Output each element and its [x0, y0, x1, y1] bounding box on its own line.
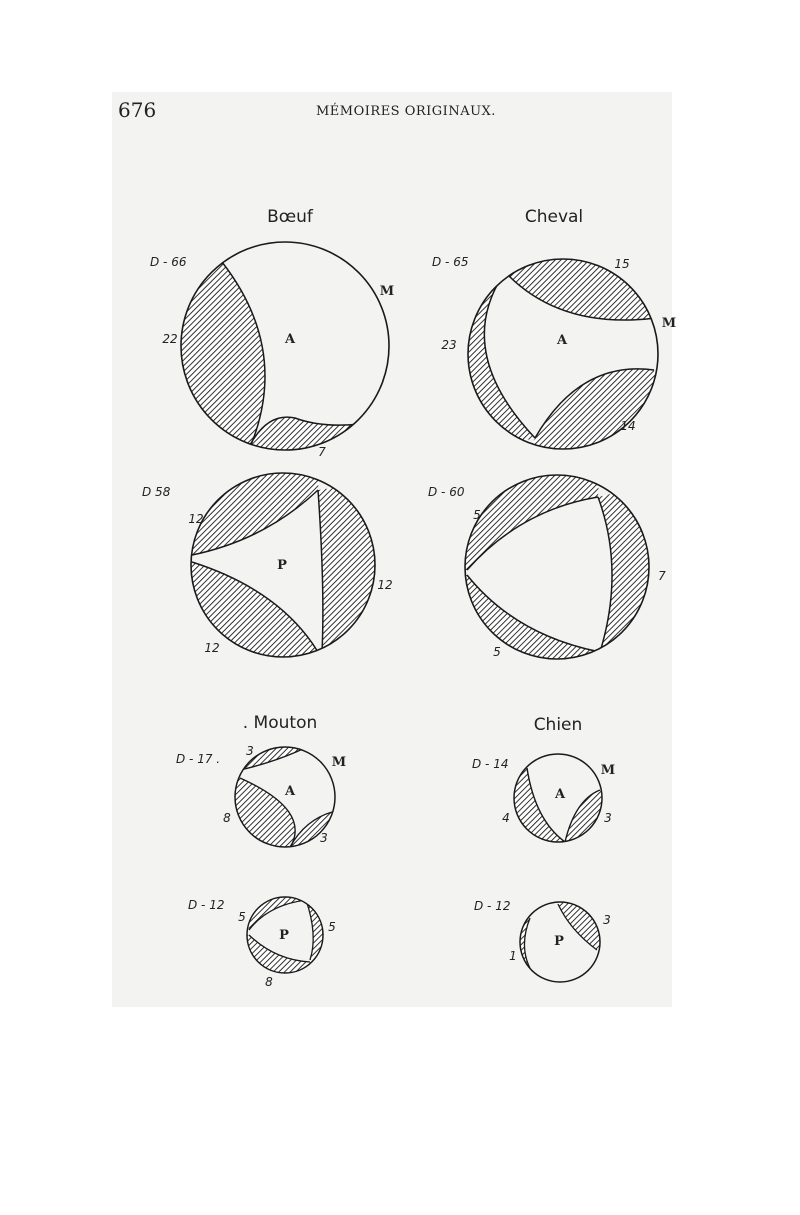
- sector-number: 7: [318, 445, 326, 459]
- species-title-cheval: Cheval: [524, 207, 584, 227]
- diagram-code: D - 14: [472, 757, 509, 771]
- cheval-anterior-diagram: [440, 240, 680, 470]
- mouton-posterior-bottom-sector: [240, 935, 310, 985]
- species-title-mouton: . Mouton: [242, 713, 318, 733]
- m-label: M: [661, 316, 677, 331]
- region-label: A: [284, 332, 296, 347]
- region-label: A: [284, 784, 296, 799]
- boeuf-anterior-diagram: [160, 242, 389, 470]
- m-label: M: [600, 763, 616, 778]
- sector-number: 8: [265, 975, 273, 989]
- region-label: P: [277, 558, 287, 573]
- m-label: M: [331, 755, 347, 770]
- sector-number: 15: [614, 257, 630, 271]
- sector-number: 12: [188, 512, 204, 526]
- diagram-code: D - 12: [188, 898, 225, 912]
- running-head: MÉMOIRES ORIGINAUX.: [316, 104, 496, 119]
- region-label: A: [554, 787, 566, 802]
- sector-number: 3: [604, 811, 612, 825]
- diagram-code: D - 65: [432, 255, 469, 269]
- sector-number: 5: [473, 508, 481, 522]
- sector-number: 8: [223, 811, 231, 825]
- diagram-code: D - 17 .: [176, 752, 221, 766]
- sector-number: 23: [441, 338, 457, 352]
- sector-number: 22: [162, 332, 178, 346]
- sector-number: 14: [620, 419, 636, 433]
- sector-number: 5: [328, 920, 336, 934]
- cheval-posterior-diagram: [440, 460, 670, 680]
- page-number: 676: [118, 98, 157, 122]
- diagram-code: D - 60: [428, 485, 465, 499]
- sector-number: 5: [493, 645, 501, 659]
- chien-posterior-left-sector: [505, 910, 532, 980]
- cheval-posterior-bottom-sector: [440, 575, 600, 680]
- species-title-boeuf: Bœuf: [267, 207, 313, 227]
- sector-number: 7: [658, 569, 666, 583]
- sector-number: 12: [377, 578, 393, 592]
- region-label: P: [554, 934, 564, 949]
- sector-number: 3: [320, 831, 328, 845]
- diagram-code: D - 66: [150, 255, 187, 269]
- sector-number: 12: [204, 641, 220, 655]
- species-title-chien: Chien: [533, 715, 583, 735]
- cheval-anterior-right-sector: [520, 369, 680, 470]
- diagram-code: D - 12: [474, 899, 511, 913]
- boeuf-anterior-left-sector: [160, 262, 265, 452]
- diagram-code: D 58: [142, 485, 171, 499]
- region-label: P: [279, 928, 289, 943]
- m-label: M: [379, 284, 395, 299]
- chien-anterior-right-sector: [560, 790, 620, 860]
- sector-number: 3: [246, 744, 254, 758]
- sector-number: 1: [509, 949, 517, 963]
- region-label: A: [556, 333, 568, 348]
- sector-number: 5: [238, 910, 246, 924]
- sector-number: 3: [603, 913, 611, 927]
- sector-number: 4: [502, 811, 510, 825]
- cheval-anterior-top-sector: [480, 240, 680, 320]
